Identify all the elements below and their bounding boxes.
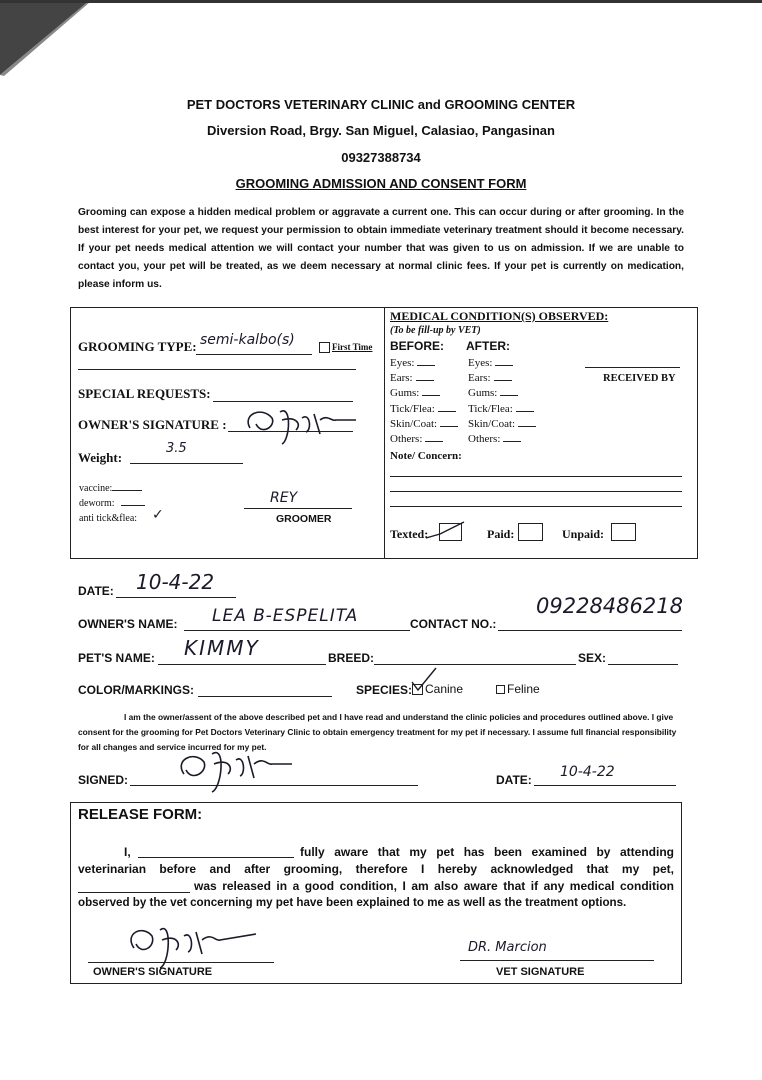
note-label: Note/ Concern: <box>390 450 462 462</box>
after-item-label: Others: <box>468 433 501 445</box>
consent-text: I am the owner/assent of the above described pet and I have read and understand the clinic policies and procedures outlined above. I give consent for the grooming for Pet Doctors Veterinary Clinic to obtain emergency treatment for my pet if necessary. I assume full financial responsibility for all changes and service incurred for my pet. <box>78 712 677 752</box>
before-item-label: Skin/Coat: <box>390 417 438 430</box>
clinic-phone: 09327388734 <box>341 150 421 165</box>
breed-label: BREED: <box>328 651 375 665</box>
after-item <box>468 387 518 399</box>
after-item <box>468 357 513 369</box>
antitick-label: anti tick&flea: <box>79 513 138 524</box>
date-line <box>116 597 236 598</box>
pet-name-value: KIMMY <box>184 636 260 660</box>
after-label: AFTER: <box>466 339 510 353</box>
paid-label: Paid: <box>487 527 515 541</box>
color-markings-line <box>198 696 332 697</box>
breed-line <box>374 664 576 665</box>
species-label: SPECIES: <box>356 683 413 697</box>
before-item <box>390 433 443 445</box>
before-label: BEFORE: <box>390 339 444 353</box>
first-time-checkbox[interactable] <box>319 342 372 353</box>
after-item <box>468 418 536 430</box>
deworm-label: deworm: <box>79 498 145 509</box>
contact-line <box>498 630 682 631</box>
release-owner-sig-line <box>88 962 274 963</box>
release-pet-line <box>78 892 190 893</box>
clinic-name: PET DOCTORS VETERINARY CLINIC and GROOMING CENTER <box>186 97 576 112</box>
after-item-label: Eyes: <box>468 357 493 369</box>
before-item <box>390 403 456 415</box>
medical-subtitle: (To be fill-up by VET) <box>390 325 481 336</box>
received-by-label: RECEIVED BY <box>603 373 676 384</box>
after-item-label: Gums: <box>468 387 498 400</box>
vet-signature-mark: DR. Marcion <box>468 940 547 955</box>
feline-option[interactable] <box>496 682 540 696</box>
consent-date-line <box>534 785 676 786</box>
before-item <box>390 418 458 430</box>
after-item <box>468 403 534 415</box>
special-requests-label: SPECIAL REQUESTS: <box>78 386 211 401</box>
consent-date-label: DATE: <box>496 773 532 787</box>
form-title: GROOMING ADMISSION AND CONSENT FORM <box>235 176 527 191</box>
groomer-label: GROOMER <box>276 513 332 525</box>
vet-sig-line <box>460 960 654 961</box>
groomer-name: REY <box>270 490 298 506</box>
before-item-label: Others: <box>390 433 423 445</box>
date-value: 10-4-22 <box>136 570 215 594</box>
box-divider <box>384 308 385 558</box>
clinic-address: Diversion Road, Brgy. San Miguel, Calasiao, Pangasinan <box>207 123 555 138</box>
note-line-2 <box>390 491 682 492</box>
before-item-label: Eyes: <box>390 357 415 369</box>
pet-name-label: PET'S NAME: <box>78 651 155 665</box>
owner-signature-label: OWNER'S SIGNATURE : <box>78 417 227 432</box>
texted-label: Texted: <box>390 527 429 541</box>
note-line-3 <box>390 506 682 507</box>
canine-label: Canine <box>425 682 464 696</box>
medical-title: MEDICAL CONDITION(S) OBSERVED: <box>390 309 609 323</box>
feline-checkbox[interactable] <box>496 685 505 694</box>
grooming-extra-line <box>78 369 356 370</box>
vet-sig-label: VET SIGNATURE <box>496 966 585 978</box>
vaccine-label: vaccine: <box>79 483 142 494</box>
paid-checkbox[interactable] <box>518 523 543 541</box>
owner-name-value: LEA B-ESPELITA <box>212 606 359 626</box>
weight-line <box>130 463 243 464</box>
release-text-4: observed by the vet concerning my pet have been explained to me as well as the treatment options. <box>78 896 627 909</box>
scan-corner-shadow <box>0 0 90 80</box>
consent-date-value: 10-4-22 <box>560 764 615 780</box>
release-text-3: was released in a good condition, I am also aware that if any medical condition <box>194 879 674 893</box>
date-label: DATE: <box>78 584 114 598</box>
first-time-box[interactable] <box>319 342 330 353</box>
after-item-label: Tick/Flea: <box>468 402 513 415</box>
release-title: RELEASE FORM: <box>78 806 203 823</box>
pet-name-line <box>158 664 326 665</box>
release-name-line <box>138 857 294 858</box>
before-item <box>390 372 434 384</box>
unpaid-label: Unpaid: <box>562 527 605 541</box>
grooming-type-label: GROOMING TYPE: <box>78 339 197 354</box>
release-text-1: fully aware that my pet has been examined by attending <box>300 845 674 859</box>
antitick-check-icon: ✓ <box>152 507 164 523</box>
grooming-type-value: semi-kalbo(s) <box>200 332 295 348</box>
before-item-label: Tick/Flea: <box>390 402 435 415</box>
after-item-label: Skin/Coat: <box>468 417 516 430</box>
before-item <box>390 357 435 369</box>
color-markings-label: COLOR/MARKINGS: <box>78 683 194 697</box>
before-item <box>390 387 440 399</box>
before-item-label: Ears: <box>390 372 413 385</box>
texted-check-mark <box>424 520 468 542</box>
after-item <box>468 372 512 384</box>
first-time-label: First Time <box>332 342 373 352</box>
release-text-2: veterinarian before and after grooming, therefore I hereby acknowledged that my pet, <box>78 862 674 876</box>
weight-value: 3.5 <box>166 441 187 456</box>
after-item-label: Ears: <box>468 372 491 385</box>
after-item <box>468 433 521 445</box>
owner-name-label: OWNER'S NAME: <box>78 617 178 631</box>
signed-label: SIGNED: <box>78 773 129 787</box>
received-by-line <box>585 367 680 368</box>
scan-top-edge <box>0 0 762 3</box>
contact-label: CONTACT NO.: <box>410 617 497 631</box>
grooming-type-line <box>196 354 312 355</box>
release-owner-sig-label: OWNER'S SIGNATURE <box>93 966 213 978</box>
sex-label: SEX: <box>578 651 607 665</box>
before-item-label: Gums: <box>390 387 420 400</box>
unpaid-checkbox[interactable] <box>611 523 636 541</box>
owner-signature-mark <box>232 400 362 450</box>
groomer-line <box>244 508 352 509</box>
intro-text: Grooming can expose a hidden medical problem or aggravate a current one. This can occur during or after grooming. In the best interest for your pet, we request your permission to obtain immediate veterinary treatment should it become necessary. If your pet needs medical attention we will contact your number that was given to us on admission. If we are unable to contact you, your pet will be treated, as we deem necessary at normal clinic fees. If your pet is currently on medication, please inform us. <box>78 207 684 290</box>
canine-check-mark <box>410 666 438 694</box>
contact-value: 09228486218 <box>536 594 683 618</box>
release-i-label: I, <box>124 845 131 859</box>
feline-label: Feline <box>507 682 540 696</box>
owner-name-line <box>184 630 410 631</box>
note-line-1 <box>390 476 682 477</box>
signed-signature-mark <box>168 742 298 797</box>
sex-line <box>608 664 678 665</box>
weight-label: Weight: <box>78 450 123 465</box>
